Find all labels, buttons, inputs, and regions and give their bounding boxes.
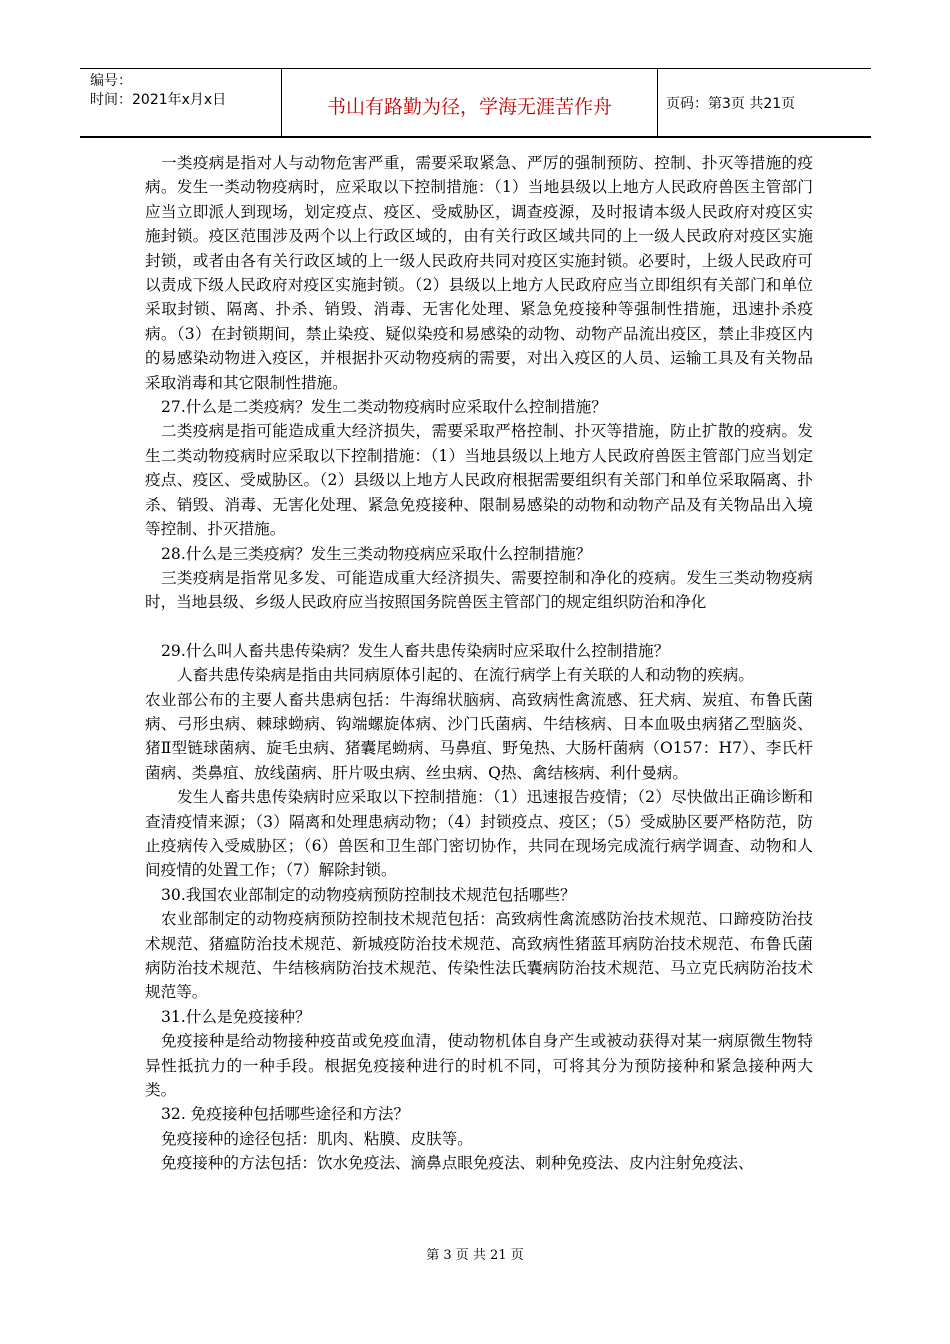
question-heading: 31.什么是免疫接种？ <box>161 1007 311 1026</box>
header-page-code: 页码：第3页 共21页 <box>666 96 796 112</box>
header-top-rule <box>80 68 871 69</box>
document-body <box>145 151 813 1176</box>
question-heading: 30.我国农业部制定的动物疫病预防控制技术规范包括哪些？ <box>161 885 576 904</box>
header-motto: 书山有路勤为径，学海无涯苦作舟 <box>326 96 612 118</box>
paragraph: 农业部公布的主要人畜共患病包括：牛海绵状脑病、高致病性禽流感、狂犬病、炭疽、布鲁氏菌病、弓形虫病、棘球蚴病、钩端螺旋体病、沙门氏菌病、牛结核病、日本血吸虫病猪乙型脑炎、猪Ⅱ型链球菌病、旋毛虫病、猪囊尾蚴病、马鼻疽、野兔热、大肠杆菌病（O157：H7）、李氏杆菌病、类鼻疽、放线菌病、肝片吸虫病、丝虫病、Q热、禽结核病、利什曼病。 <box>145 690 813 782</box>
paragraph: 人畜共患传染病是指由共同病原体引起的、在流行病学上有关联的人和动物的疾病。 <box>177 666 754 685</box>
paragraph: 三类疫病是指常见多发、可能造成重大经济损失、需要控制和净化的疫病。发生三类动物疫病时，当地县级、乡级人民政府应当按照国务院兽医主管部门的规定组织防治和净化 <box>145 568 813 612</box>
question-heading: 28.什么是三类疫病？发生三类动物疫病应采取什么控制措施？ <box>161 544 592 563</box>
paragraph: 农业部制定的动物疫病预防控制技术规范包括：高致病性禽流感防治技术规范、口蹄疫防治技术规范、猪瘟防治技术规范、新城疫防治技术规范、高致病性猪蓝耳病防治技术规范、布鲁氏菌病防治技术规范、牛结核病防治技术规范、传染性法氏囊病防治技术规范、马立克氏病防治技术规范等。 <box>145 910 813 1002</box>
question-heading: 29.什么叫人畜共患传染病？发生人畜共患传染病时应采取什么控制措施？ <box>161 641 670 660</box>
paragraph: 免疫接种的途径包括：肌肉、粘膜、皮肤等。 <box>161 1129 473 1148</box>
header-bottom-rule <box>80 136 871 138</box>
paragraph: 免疫接种是给动物接种疫苗或免疫血清，使动物机体自身产生或被动获得对某一病原微生物特异性抵抗力的一种手段。根据免疫接种进行的时机不同，可将其分为预防接种和紧急接种两大类。 <box>145 1032 813 1100</box>
doc-code-label: 编号： <box>90 73 132 89</box>
paragraph: 一类疫病是指对人与动物危害严重，需要采取紧急、严厉的强制预防、控制、扑灭等措施的疫病。发生一类动物疫病时，应采取以下控制措施：（1）当地县级以上地方人民政府兽医主管部门应当立即派人到现场，划定疫点、疫区、受威胁区，调查疫源，及时报请本级人民政府对疫区实施封锁。疫区范围涉及两个以上行政区域的，由有关行政区域共同的上一级人民政府对疫区实施封锁，或者由各有关行政区域的上一级人民政府共同对疫区实施封锁。必要时，上级人民政府可以责成下级人民政府对疫区实施封锁。（2）县级以上地方人民政府应当立即组织有关部门和单位采取封锁、隔离、扑杀、销毁、消毒、无害化处理、紧急免疫接种等强制性措施，迅速扑杀疫病。（3）在封锁期间，禁止染疫、疑似染疫和易感染的动物、动物产品流出疫区，禁止非疫区内的易感染动物进入疫区，并根据扑灭动物疫病的需要，对出入疫区的人员、运输工具及有关物品采取消毒和其它限制性措施。 <box>145 154 813 392</box>
page-footer: 第 3 页 共 21 页 <box>426 1248 524 1263</box>
question-heading: 27.什么是二类疫病？发生二类动物疫病时应采取什么控制措施？ <box>161 398 607 417</box>
header-left-cell <box>90 72 226 110</box>
paragraph: 发生人畜共患传染病时应采取以下控制措施：（1）迅速报告疫情；（2）尽快做出正确诊断和查清疫情来源；（3）隔离和处理患病动物；（4）封锁疫点、疫区；（5）受威胁区要严格防范，防止疫病传入受威胁区；（6）兽医和卫生部门密切协作，共同在现场完成流行病学调查、动物和人间疫情的处置工作；（7）解除封锁。 <box>145 788 813 880</box>
question-heading: 32. 免疫接种包括哪些途径和方法？ <box>161 1105 410 1124</box>
paragraph: 二类疫病是指可能造成重大经济损失，需要采取严格控制、扑灭等措施，防止扩散的疫病。发生二类动物疫病时应采取以下控制措施：（1）当地县级以上地方人民政府兽医主管部门应当划定疫点、疫区、受威胁区。（2）县级以上地方人民政府根据需要组织有关部门和单位采取隔离、扑杀、销毁、消毒、无害化处理、紧急免疫接种、限制易感染的动物和动物产品及有关物品出入境等控制、扑灭措施。 <box>145 422 813 539</box>
paragraph: 免疫接种的方法包括：饮水免疫法、滴鼻点眼免疫法、刺种免疫法、皮内注射免疫法、 <box>161 1154 754 1173</box>
page-header <box>80 66 871 138</box>
header-divider-2 <box>657 68 658 136</box>
doc-time-label: 时间：2021年x月x日 <box>90 92 227 108</box>
